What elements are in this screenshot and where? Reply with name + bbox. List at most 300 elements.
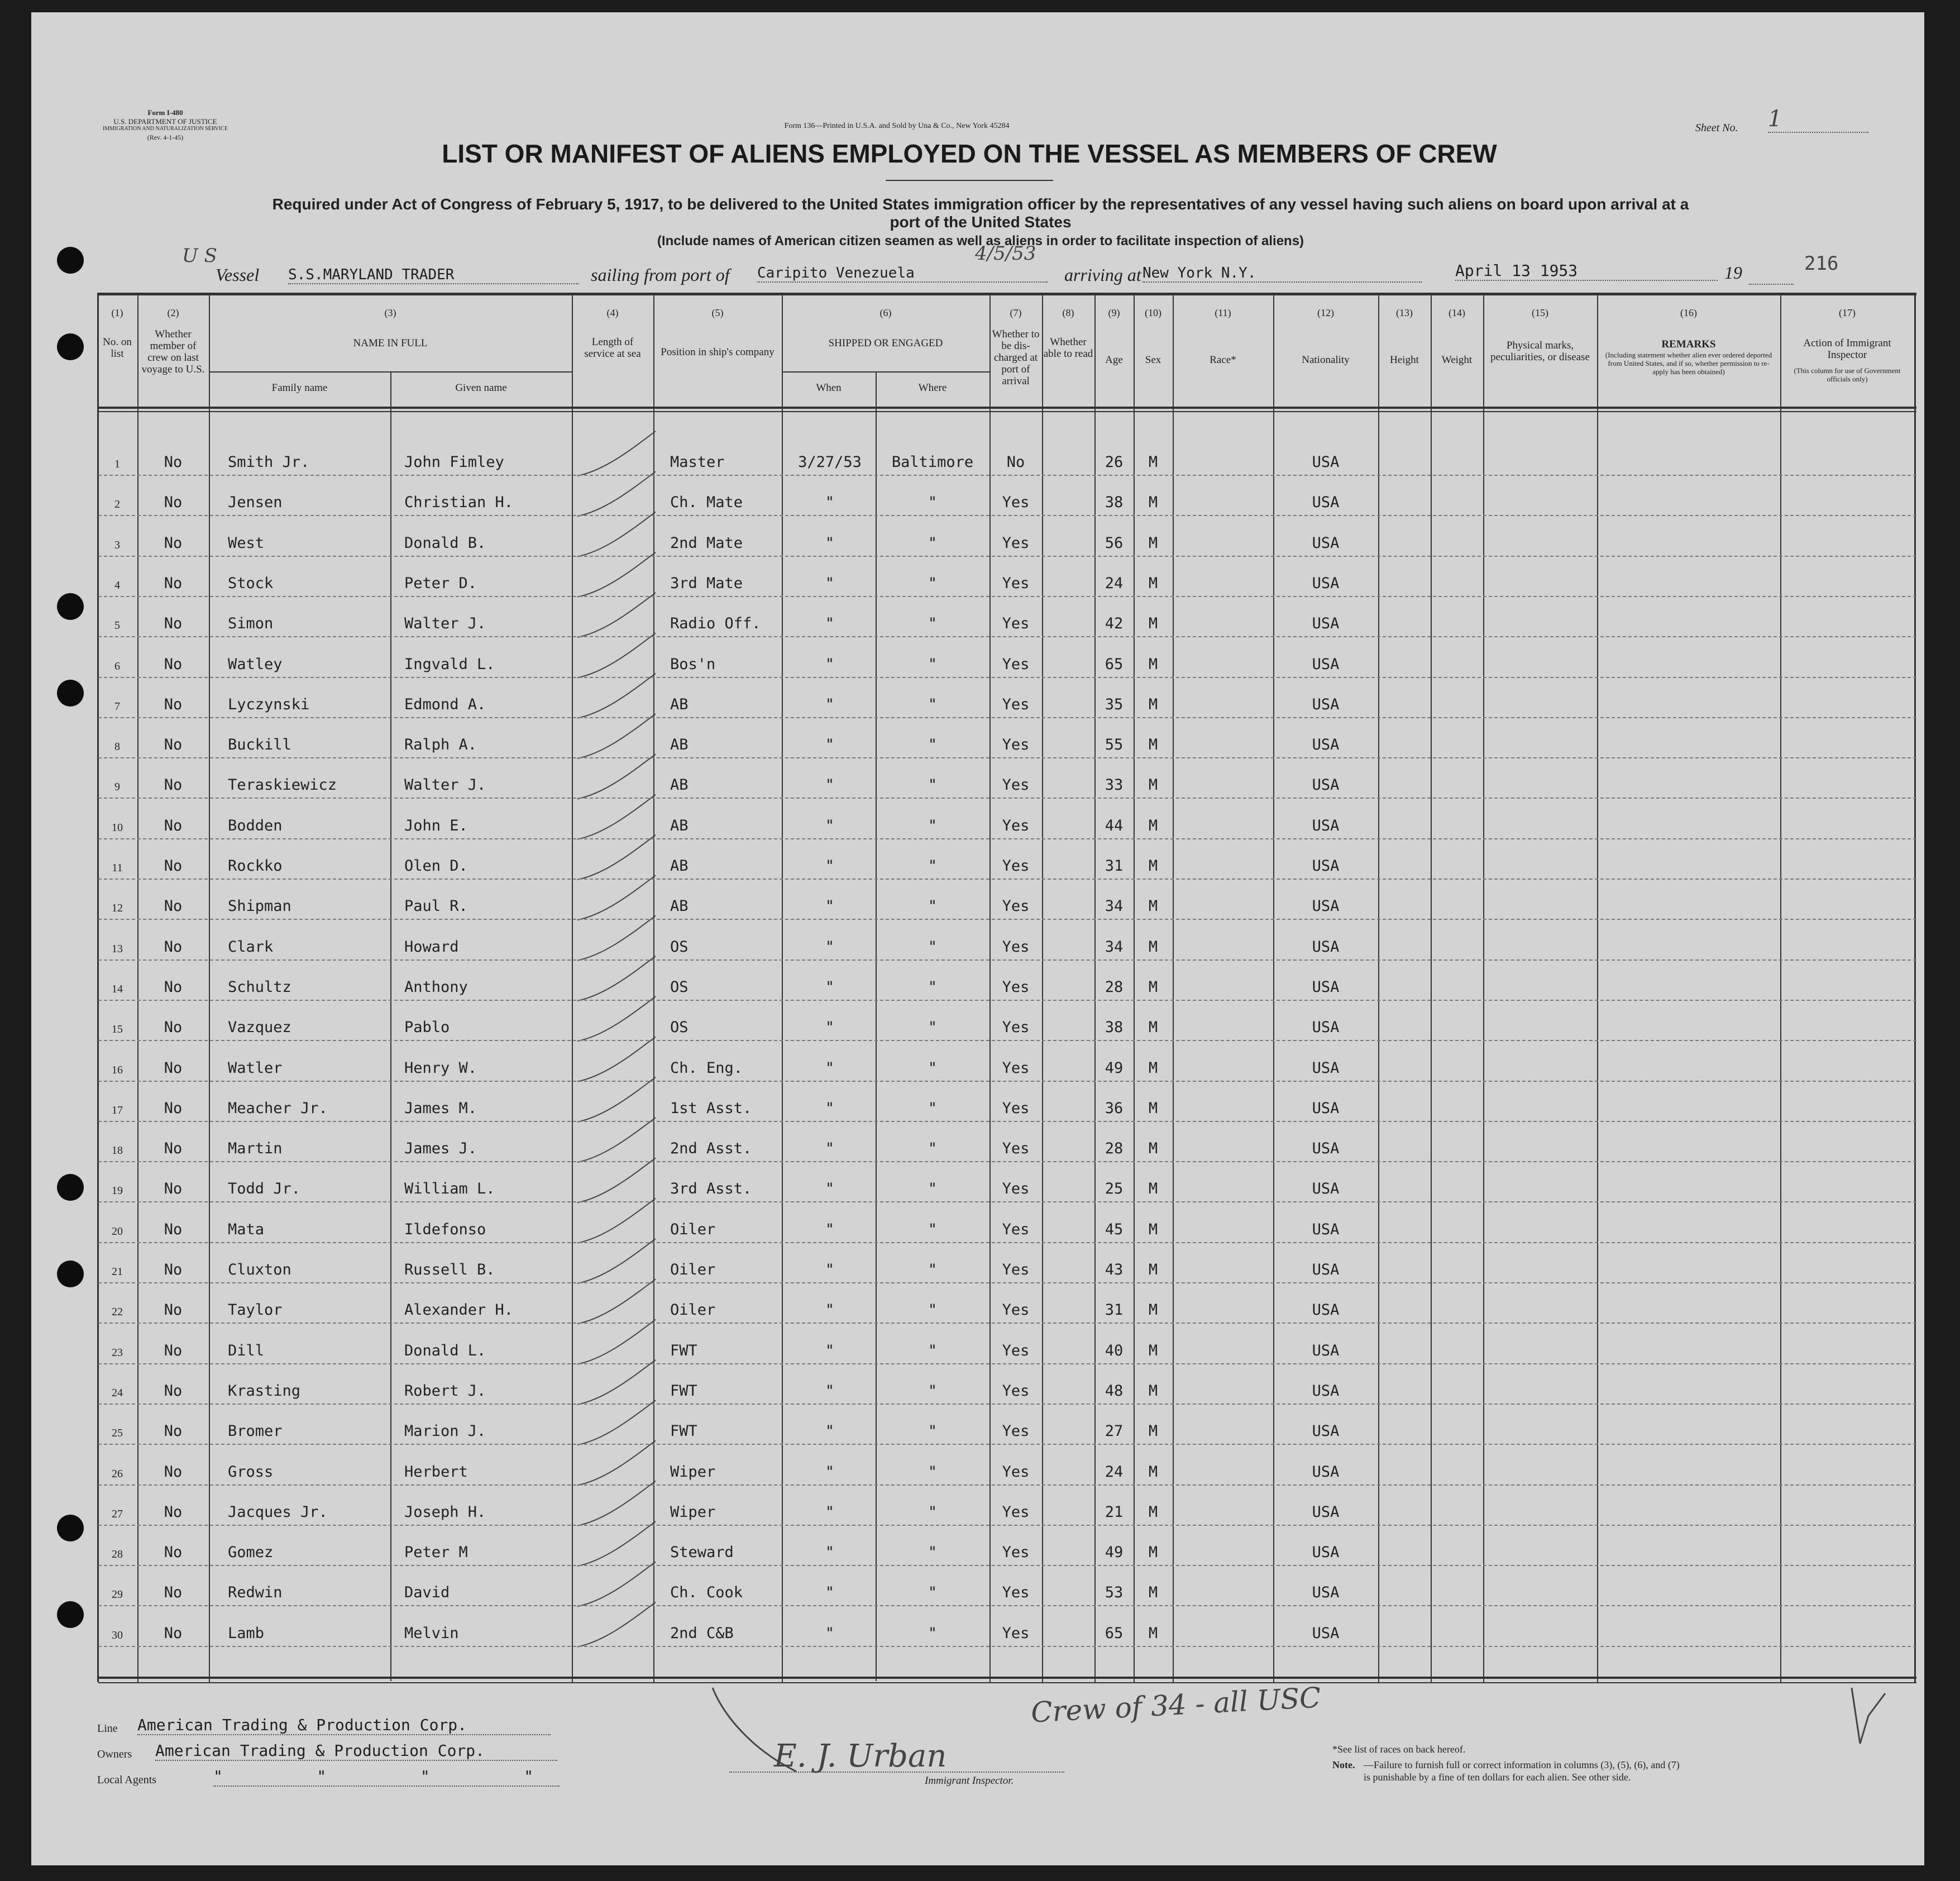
row-18-no: 18 — [112, 1144, 123, 1157]
row-18-disch: Yes — [1002, 1140, 1030, 1157]
col-13-header: Height — [1390, 354, 1419, 366]
row-12-family: Shipman — [228, 897, 291, 915]
row-24-given: Robert J. — [404, 1382, 486, 1400]
row-20-pos: Oiler — [670, 1221, 716, 1238]
row-7-age: 35 — [1105, 696, 1124, 713]
row-12-no: 12 — [112, 902, 123, 914]
row-21-nat: USA — [1312, 1261, 1340, 1278]
punch-hole — [57, 1601, 84, 1628]
row-14-given: Anthony — [404, 978, 468, 996]
row-9-prev: No — [164, 776, 183, 794]
row-17-prev: No — [164, 1100, 183, 1117]
row-26-no: 26 — [112, 1468, 123, 1480]
col-7-header: Whether to be dis-charged at port of arrival — [992, 328, 1040, 387]
row-17-when: " — [825, 1100, 835, 1117]
col-17-header: Action of Immigrant Inspector — [1803, 337, 1891, 361]
row-23-age: 40 — [1105, 1342, 1124, 1359]
row-29-pos: Ch. Cook — [670, 1584, 743, 1601]
row-7-prev: No — [164, 696, 183, 713]
col-1-number: (1) — [111, 307, 123, 318]
row-20-no: 20 — [112, 1225, 123, 1238]
row-24-nat: USA — [1312, 1382, 1340, 1400]
row-30-family: Lamb — [228, 1625, 265, 1642]
arrival-date: April 13 1953 — [1455, 261, 1718, 281]
row-10-where: " — [928, 817, 938, 834]
row-29-age: 53 — [1105, 1584, 1124, 1601]
column-rule — [1042, 293, 1043, 1682]
row-rule — [98, 757, 1916, 758]
row-9-nat: USA — [1312, 776, 1340, 794]
service-check-mark — [577, 875, 656, 920]
row-28-where: " — [928, 1544, 938, 1561]
local-agents: " " " " — [213, 1767, 560, 1787]
row-17-where: " — [928, 1100, 938, 1117]
row-12-sex: M — [1148, 897, 1158, 915]
row-21-no: 21 — [112, 1266, 123, 1278]
row-26-when: " — [825, 1463, 835, 1481]
row-5-no: 5 — [114, 619, 120, 632]
col-2-number: (2) — [167, 307, 179, 318]
row-5-given: Walter J. — [404, 615, 486, 632]
row-27-sex: M — [1148, 1503, 1158, 1521]
row-rule — [98, 717, 1916, 718]
row-26-prev: No — [164, 1463, 183, 1481]
row-23-nat: USA — [1312, 1342, 1340, 1359]
row-25-pos: FWT — [670, 1422, 697, 1440]
col-3-family-header: Family name — [271, 382, 328, 394]
row-25-age: 27 — [1105, 1422, 1124, 1440]
row-13-pos: OS — [670, 938, 689, 956]
row-25-when: " — [825, 1422, 835, 1440]
row-11-age: 31 — [1105, 857, 1124, 875]
row-28-sex: M — [1148, 1544, 1158, 1561]
row-18-sex: M — [1148, 1140, 1158, 1157]
row-3-sex: M — [1148, 534, 1158, 552]
row-19-pos: 3rd Asst. — [670, 1180, 752, 1197]
punch-hole — [57, 1261, 84, 1287]
printer-line: Form 136—Printed in U.S.A. and Sold by Una & Co., New York 45284 — [784, 122, 1010, 130]
row-10-no: 10 — [112, 822, 123, 834]
row-1-prev: No — [164, 453, 183, 471]
row-24-disch: Yes — [1002, 1382, 1030, 1400]
row-5-where: " — [928, 615, 938, 632]
row-14-pos: OS — [670, 978, 689, 996]
row-27-nat: USA — [1312, 1503, 1340, 1521]
row-10-age: 44 — [1105, 817, 1124, 834]
column-rule — [1378, 293, 1379, 1682]
row-1-age: 26 — [1105, 453, 1124, 471]
row-23-no: 23 — [112, 1347, 123, 1359]
row-18-family: Martin — [228, 1140, 283, 1157]
agents-label: Local Agents — [97, 1774, 157, 1786]
row-21-when: " — [825, 1261, 835, 1278]
row-11-nat: USA — [1312, 857, 1340, 875]
service-check-mark — [577, 1118, 656, 1162]
row-8-age: 55 — [1105, 736, 1124, 753]
col-17-number: (17) — [1839, 307, 1856, 318]
row-10-pos: AB — [670, 817, 689, 834]
row-15-nat: USA — [1312, 1019, 1340, 1036]
row-17-pos: 1st Asst. — [670, 1100, 752, 1117]
row-19-sex: M — [1148, 1180, 1158, 1197]
row-6-where: " — [928, 656, 938, 673]
row-23-where: " — [928, 1342, 938, 1359]
row-18-nat: USA — [1312, 1140, 1340, 1157]
row-21-prev: No — [164, 1261, 183, 1278]
row-12-pos: AB — [670, 897, 689, 915]
row-rule — [98, 1525, 1916, 1526]
row-9-family: Teraskiewicz — [228, 776, 337, 794]
col-6-when-header: When — [816, 382, 842, 394]
column-rule — [1173, 293, 1174, 1682]
row-rule — [98, 475, 1916, 476]
row-26-nat: USA — [1312, 1463, 1340, 1481]
row-20-sex: M — [1148, 1221, 1158, 1238]
row-5-when: " — [825, 615, 835, 632]
row-28-no: 28 — [112, 1548, 123, 1560]
row-16-age: 49 — [1105, 1059, 1124, 1077]
row-rule — [98, 1363, 1916, 1364]
row-20-age: 45 — [1105, 1221, 1124, 1238]
row-14-sex: M — [1148, 978, 1158, 996]
row-10-when: " — [825, 817, 835, 834]
row-16-when: " — [825, 1059, 835, 1077]
row-15-pos: OS — [670, 1019, 689, 1036]
row-7-sex: M — [1148, 696, 1158, 713]
row-1-pos: Master — [670, 453, 725, 471]
row-rule — [98, 1646, 1916, 1647]
row-25-given: Marion J. — [404, 1422, 486, 1440]
row-25-prev: No — [164, 1422, 183, 1440]
row-9-given: Walter J. — [404, 776, 486, 794]
row-rule — [98, 879, 1916, 880]
service-check-mark — [577, 714, 656, 758]
row-14-no: 14 — [112, 983, 123, 995]
row-10-prev: No — [164, 817, 183, 834]
row-2-when: " — [825, 494, 835, 511]
row-19-family: Todd Jr. — [228, 1180, 301, 1197]
service-check-mark — [577, 996, 656, 1041]
row-1-disch: No — [1006, 453, 1025, 471]
row-7-pos: AB — [670, 696, 689, 713]
row-24-pos: FWT — [670, 1382, 697, 1400]
column-rule — [1431, 293, 1432, 1682]
row-7-given: Edmond A. — [404, 696, 486, 713]
row-1-nat: USA — [1312, 453, 1340, 471]
col-6-header: SHIPPED OR ENGAGED — [828, 337, 943, 349]
row-11-sex: M — [1148, 857, 1158, 875]
row-23-sex: M — [1148, 1342, 1158, 1359]
punch-hole — [57, 1174, 84, 1201]
row-27-no: 27 — [112, 1508, 123, 1520]
row-22-when: " — [825, 1301, 835, 1319]
row-29-no: 29 — [112, 1588, 123, 1601]
row-8-when: " — [825, 736, 835, 753]
row-24-prev: No — [164, 1382, 183, 1400]
row-27-disch: Yes — [1002, 1503, 1030, 1521]
revision-date: (Rev. 4-1-45) — [147, 133, 184, 141]
column-rule — [1483, 293, 1484, 1682]
row-15-given: Pablo — [404, 1019, 450, 1036]
page-title: LIST OR MANIFEST OF ALIENS EMPLOYED ON THE VESSEL AS MEMBERS OF CREW — [442, 139, 1497, 168]
row-3-family: West — [228, 534, 265, 552]
col-8-number: (8) — [1062, 307, 1074, 318]
service-check-mark — [577, 795, 656, 839]
row-29-sex: M — [1148, 1584, 1158, 1601]
col-14-header: Weight — [1441, 354, 1473, 366]
row-10-family: Bodden — [228, 817, 283, 834]
row-13-when: " — [825, 938, 835, 956]
row-16-family: Watler — [228, 1059, 283, 1077]
row-4-sex: M — [1148, 575, 1158, 592]
col-16-note: (Including statement whether alien ever ordered deported from United States, and if so, whether permission to re-apply has been obtained) — [1605, 351, 1772, 376]
crew-note: Crew of 34 - all USC — [1030, 1681, 1322, 1729]
row-28-when: " — [825, 1544, 835, 1561]
service-check-mark — [577, 674, 656, 718]
row-1-where: Baltimore — [891, 453, 974, 471]
row-24-family: Krasting — [228, 1382, 301, 1400]
line-label: Line — [97, 1722, 118, 1735]
row-27-prev: No — [164, 1503, 183, 1521]
row-8-nat: USA — [1312, 736, 1340, 753]
row-15-age: 38 — [1105, 1019, 1124, 1036]
row-16-given: Henry W. — [404, 1059, 477, 1077]
row-21-sex: M — [1148, 1261, 1158, 1278]
row-1-no: 1 — [114, 458, 120, 470]
row-6-age: 65 — [1105, 656, 1124, 673]
row-20-where: " — [928, 1221, 938, 1238]
note-line-2: is punishable by a fine of ten dollars for each alien. See other side. — [1364, 1772, 1631, 1783]
row-14-disch: Yes — [1002, 978, 1030, 996]
row-10-given: John E. — [404, 817, 468, 834]
row-1-sex: M — [1148, 453, 1158, 471]
row-27-age: 21 — [1105, 1503, 1124, 1521]
row-rule — [98, 1242, 1916, 1243]
col-5-number: (5) — [711, 307, 724, 318]
service-check-mark — [577, 593, 656, 637]
row-1-given: John Fimley — [404, 453, 504, 471]
service-check-marks — [572, 414, 700, 1677]
row-3-where: " — [928, 534, 938, 552]
row-7-no: 7 — [114, 700, 120, 713]
row-rule — [98, 1201, 1916, 1202]
row-18-where: " — [928, 1140, 938, 1157]
row-17-given: James M. — [404, 1100, 477, 1117]
row-18-given: James J. — [404, 1140, 477, 1157]
row-3-nat: USA — [1312, 534, 1340, 552]
row-30-sex: M — [1148, 1625, 1158, 1642]
col-13-number: (13) — [1396, 307, 1413, 318]
row-28-given: Peter M — [404, 1544, 468, 1561]
row-16-prev: No — [164, 1059, 183, 1077]
col-15-number: (15) — [1532, 307, 1548, 318]
row-rule — [98, 1565, 1916, 1566]
row-7-where: " — [928, 696, 938, 713]
row-30-pos: 2nd C&B — [670, 1625, 734, 1642]
service-check-mark — [577, 1158, 656, 1202]
service-check-mark — [577, 1602, 656, 1647]
row-17-disch: Yes — [1002, 1100, 1030, 1117]
row-11-family: Rockko — [228, 857, 283, 875]
column-rule — [209, 293, 210, 1682]
owners-label: Owners — [97, 1748, 132, 1760]
row-20-disch: Yes — [1002, 1221, 1030, 1238]
row-rule — [98, 1605, 1916, 1606]
service-check-mark — [577, 633, 656, 678]
row-29-given: David — [404, 1584, 450, 1601]
row-21-given: Russell B. — [404, 1261, 495, 1278]
row-25-where: " — [928, 1422, 938, 1440]
row-7-family: Lyczynski — [228, 696, 310, 713]
row-9-pos: AB — [670, 776, 689, 794]
row-17-sex: M — [1148, 1100, 1158, 1117]
row-4-no: 4 — [114, 579, 120, 591]
service-check-mark — [577, 1360, 656, 1405]
page-number: 216 — [1804, 252, 1839, 275]
punch-hole — [57, 333, 84, 360]
row-14-age: 28 — [1105, 978, 1124, 996]
row-rule — [98, 1000, 1916, 1001]
row-2-given: Christian H. — [404, 494, 514, 511]
col-11-header: Race* — [1210, 354, 1236, 366]
department-name: U.S. DEPARTMENT OF JUSTICE — [113, 117, 217, 126]
row-27-pos: Wiper — [670, 1503, 716, 1521]
row-5-pos: Radio Off. — [670, 615, 761, 632]
row-23-family: Dill — [228, 1342, 265, 1359]
service-check-mark — [577, 431, 656, 476]
col-8-header: Whether able to read — [1043, 336, 1093, 360]
service-check-mark — [577, 1481, 656, 1526]
row-21-where: " — [928, 1261, 938, 1278]
row-13-prev: No — [164, 938, 183, 956]
service-check-mark — [577, 1441, 656, 1486]
row-28-age: 49 — [1105, 1544, 1124, 1561]
col-11-number: (11) — [1215, 307, 1231, 318]
row-17-age: 36 — [1105, 1100, 1124, 1117]
date-note: 4/5/53 — [975, 242, 1036, 265]
column-rule — [1914, 293, 1916, 1682]
row-1-family: Smith Jr. — [228, 453, 310, 471]
row-29-prev: No — [164, 1584, 183, 1601]
row-6-pos: Bos'n — [670, 656, 716, 673]
row-26-age: 24 — [1105, 1463, 1124, 1481]
row-17-no: 17 — [112, 1104, 123, 1116]
row-22-prev: No — [164, 1301, 183, 1319]
row-26-family: Gross — [228, 1463, 274, 1481]
row-13-given: Howard — [404, 938, 459, 956]
row-28-family: Gomez — [228, 1544, 274, 1561]
inspector-label: Immigrant Inspector. — [925, 1775, 1014, 1787]
column-rule — [1780, 293, 1781, 1682]
sailing-label: sailing from port of — [591, 265, 730, 285]
service-check-mark — [577, 1562, 656, 1606]
row-5-age: 42 — [1105, 615, 1124, 632]
service-check-mark — [577, 835, 656, 880]
vessel-name: S.S.MARYLAND TRADER — [288, 266, 579, 284]
row-14-nat: USA — [1312, 978, 1340, 996]
row-19-given: William L. — [404, 1180, 495, 1197]
row-7-when: " — [825, 696, 835, 713]
row-rule — [98, 1323, 1916, 1324]
row-8-prev: No — [164, 736, 183, 753]
row-15-no: 15 — [112, 1023, 123, 1035]
row-6-disch: Yes — [1002, 656, 1030, 673]
row-11-no: 11 — [112, 862, 123, 874]
row-13-no: 13 — [112, 943, 123, 955]
row-22-disch: Yes — [1002, 1301, 1030, 1319]
row-9-sex: M — [1148, 776, 1158, 794]
row-rule — [98, 1403, 1916, 1405]
row-24-where: " — [928, 1382, 938, 1400]
punch-hole — [57, 1515, 84, 1541]
row-2-sex: M — [1148, 494, 1158, 511]
row-17-nat: USA — [1312, 1100, 1340, 1117]
row-30-disch: Yes — [1002, 1625, 1030, 1642]
row-20-family: Mata — [228, 1221, 265, 1238]
row-rule — [98, 919, 1916, 920]
service-check-mark — [577, 1320, 656, 1364]
row-5-prev: No — [164, 615, 183, 632]
row-19-prev: No — [164, 1180, 183, 1197]
col-1-header: No. on list — [103, 336, 132, 360]
row-8-pos: AB — [670, 736, 689, 753]
row-24-age: 48 — [1105, 1382, 1124, 1400]
service-check-mark — [577, 1400, 656, 1445]
row-4-disch: Yes — [1002, 575, 1030, 592]
row-rule — [98, 798, 1916, 799]
row-23-when: " — [825, 1342, 835, 1359]
row-2-family: Jensen — [228, 494, 283, 511]
row-21-pos: Oiler — [670, 1261, 716, 1278]
row-10-nat: USA — [1312, 817, 1340, 834]
row-5-disch: Yes — [1002, 615, 1030, 632]
col-3-header: NAME IN FULL — [353, 337, 428, 349]
column-rule — [782, 293, 783, 1682]
sheet-number: 1 — [1768, 106, 1868, 133]
row-6-family: Watley — [228, 656, 283, 673]
row-16-nat: USA — [1312, 1059, 1340, 1077]
service-check-mark — [577, 754, 656, 799]
row-20-given: Ildefonso — [404, 1221, 486, 1238]
row-11-pos: AB — [670, 857, 689, 875]
row-19-no: 19 — [112, 1185, 123, 1197]
row-rule — [98, 1484, 1916, 1486]
col-6-number: (6) — [879, 307, 892, 318]
row-21-disch: Yes — [1002, 1261, 1030, 1278]
row-3-age: 56 — [1105, 534, 1124, 552]
row-2-prev: No — [164, 494, 183, 511]
row-rule — [98, 959, 1916, 961]
row-6-given: Ingvald L. — [404, 656, 495, 673]
row-19-when: " — [825, 1180, 835, 1197]
service-check-mark — [577, 1037, 656, 1082]
service-check-mark — [577, 916, 656, 961]
row-17-family: Meacher Jr. — [228, 1100, 328, 1117]
row-9-when: " — [825, 776, 835, 794]
race-note: *See list of races on back hereof. — [1332, 1744, 1466, 1755]
subtitle-line-2: port of the United States — [890, 213, 1072, 231]
row-rule — [98, 838, 1916, 839]
row-27-when: " — [825, 1503, 835, 1521]
row-29-nat: USA — [1312, 1584, 1340, 1601]
row-6-nat: USA — [1312, 656, 1340, 673]
row-4-family: Stock — [228, 575, 274, 592]
row-22-family: Taylor — [228, 1301, 283, 1319]
service-check-mark — [577, 1521, 656, 1566]
row-22-sex: M — [1148, 1301, 1158, 1319]
row-12-nat: USA — [1312, 897, 1340, 915]
row-2-nat: USA — [1312, 494, 1340, 511]
